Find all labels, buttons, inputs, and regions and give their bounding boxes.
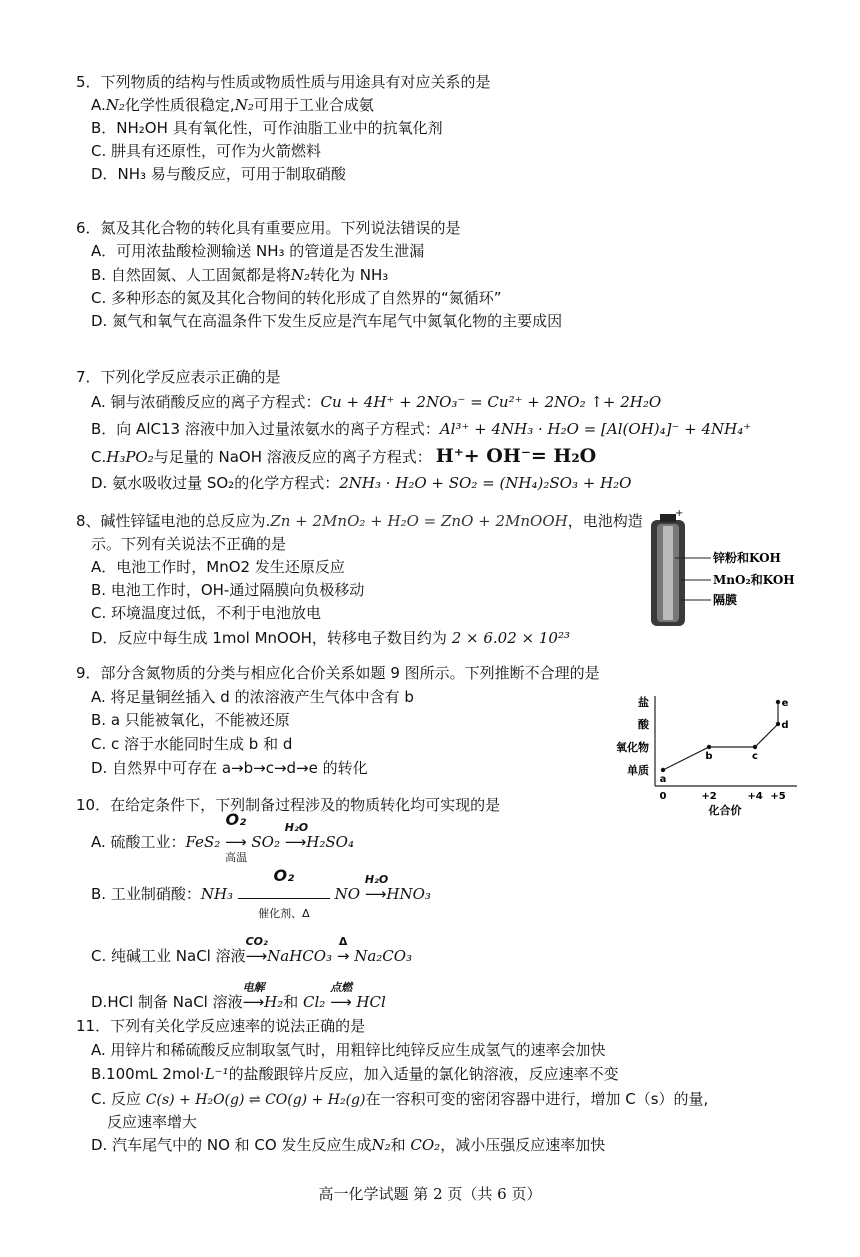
chart-point-b [707, 745, 711, 749]
q9-option-a: A. 将足量铜丝插入 d 的浓溶液产生气体中含有 b [91, 688, 414, 706]
chart-point-a [661, 768, 665, 772]
chart-x-axis-title: 化合价 [708, 804, 742, 817]
q10-option-c: C. 纯碱工业 NaCl 溶液 CO₂ ⟶NaHCO₃ Δ → Na₂CO₃ [91, 935, 413, 965]
q5-option-a: A.N₂化学性质很稳定,N₂可用于工业合成氨 [91, 96, 374, 114]
chart-x-tick: +2 [701, 791, 717, 802]
chart-x-tick: 0 [659, 791, 667, 802]
q6-option-a: A．可用浓盐酸检测输送 NH₃ 的管道是否发生泄漏 [91, 242, 425, 260]
q9-option-d: D. 自然界中可存在 a→b→c→d→e 的转化 [91, 759, 368, 777]
battery-zinc-core [663, 526, 673, 620]
q10d-arrow-2: 点燃 ⟶ [330, 981, 353, 1011]
chart-point-c [753, 745, 757, 749]
q10a-arrow-2: H₂O ⟶ [284, 821, 309, 851]
q7-option-a: A. 铜与浓硝酸反应的离子方程式：Cu + 4H⁺ + 2NO₃⁻ = Cu²⁺ + 2NO₂ ↑+ 2H₂O [91, 393, 662, 411]
chart-series-line [663, 702, 778, 770]
page-footer: 高一化学试题 第 2 页（共 6 页） [318, 1185, 542, 1203]
q8-option-a: A．电池工作时，MnO2 发生还原反应 [91, 558, 345, 576]
q5-option-b: B．NH₂OH 具有氧化性，可作油脂工业中的抗氧化剂 [91, 119, 443, 137]
q8-stem: 8、碱性锌锰电池的总反应为.Zn + 2MnO₂ + H₂O = ZnO + 2MnOOH，电池构造 [76, 512, 643, 530]
q5-option-d: D．NH₃ 易与酸反应，可用于制取硝酸 [91, 165, 346, 183]
battery-label-separator: 隔膜 [713, 593, 738, 607]
q11-option-c-cont: 反应速率增大 [107, 1113, 198, 1131]
chart-point-label-b: b [705, 751, 713, 762]
battery-cap [660, 514, 676, 522]
chart-y-label: 盐 [638, 696, 649, 709]
q11-option-d: D. 汽车尾气中的 NO 和 CO 发生反应生成N₂和 CO₂，减小压强反应速率加快 [91, 1136, 606, 1154]
chart-y-label: 酸 [638, 718, 649, 731]
q10c-arrow-1: CO₂ ⟶ [245, 935, 268, 965]
q8-option-d: D．反应中每生成 1mol MnOOH，转移电子数目约为 2 × 6.02 × 10²³ [91, 629, 570, 647]
battery-diagram [645, 510, 855, 630]
q6-option-b: B. 自然固氮、人工固氮都是将N₂转化为 NH₃ [91, 266, 389, 284]
q11-stem: 11．下列有关化学反应速率的说法正确的是 [76, 1017, 366, 1035]
q6-option-c: C. 多种形态的氮及其化合物间的转化形成了自然界的“氮循环” [91, 289, 502, 307]
q7-stem: 7．下列化学反应表示正确的是 [76, 368, 281, 386]
q6-stem: 6．氮及其化合物的转化具有重要应用。下列说法错误的是 [76, 219, 461, 237]
chart-point-label-c: c [752, 751, 758, 762]
q8-option-b: B. 电池工作时，OH-通过隔膜向负极移动 [91, 581, 365, 599]
chart-point-label-a: a [659, 774, 667, 785]
q5-stem: 5．下列物质的结构与性质或物质性质与用途具有对应关系的是 [76, 73, 491, 91]
q7-option-b: B．向 AlC13 溶液中加入过量浓氨水的离子方程式：Al³⁺ + 4NH₃ · H₂O = [Al(OH)₄]⁻ + 4NH₄⁺ [91, 420, 752, 438]
q10-option-b: B. 工业制硝酸：NH₃ O₂ 催化剂、Δ NO H₂O ⟶HNO₃ [91, 866, 431, 920]
battery-label-mno2: MnO₂和KOH [713, 573, 795, 587]
q7-option-c: C.H₃PO₂与足量的 NaOH 溶液反应的离子方程式： H⁺+ OH⁻= H₂O [91, 445, 597, 467]
q10-option-d: D.HCl 制备 NaCl 溶液 电解 ⟶H₂和 Cl₂ 点燃 ⟶ HCl [91, 981, 386, 1011]
chart-point-e [776, 700, 780, 704]
chart-point-label-d: d [781, 720, 789, 731]
valence-chart [585, 690, 805, 820]
battery-plus-label: + [675, 510, 684, 519]
chart-x-tick: +4 [747, 791, 763, 802]
q11-option-a: A. 用锌片和稀硫酸反应制取氢气时，用粗锌比纯锌反应生成氢气的速率会加快 [91, 1041, 606, 1059]
chart-y-label: 氧化物 [616, 741, 649, 754]
chart-point-d [776, 722, 780, 726]
q9-option-c: C. c 溶于水能同时生成 b 和 d [91, 735, 293, 753]
q11-option-c: C. 反应 C(s) + H₂O(g) ⇌ CO(g) + H₂(g)在一容积可变的密闭容器中进行，增加 C（s）的量, [91, 1090, 709, 1108]
q9-stem: 9．部分含氮物质的分类与相应化合价关系如题 9 图所示。下列推断不合理的是 [76, 664, 600, 682]
q10c-arrow-2: Δ → [336, 935, 350, 965]
q9-option-b: B. a 只能被氧化，不能被还原 [91, 711, 290, 729]
q5-option-c: C. 肼具有还原性，可作为火箭燃料 [91, 142, 322, 160]
q10-stem: 10．在给定条件下，下列制备过程涉及的物质转化均可实现的是 [76, 796, 501, 814]
chart-y-label: 单质 [627, 764, 649, 777]
chart-x-tick: +5 [770, 791, 786, 802]
q6-option-d: D. 氮气和氧气在高温条件下发生反应是汽车尾气中氮氧化物的主要成因 [91, 312, 563, 330]
q10b-arrow-2: H₂O ⟶ [364, 873, 389, 903]
chart-point-label-e: e [781, 698, 789, 709]
battery-label-zinc: 锌粉和KOH [713, 551, 781, 565]
q10-option-a: A. 硫酸工业：FeS₂ O₂ ⟶ 高温 SO₂ H₂O ⟶H₂SO₄ [91, 810, 354, 864]
q10b-arrow-1: O₂ 催化剂、Δ [238, 888, 330, 899]
q8-stem-2: 示。下列有关说法不正确的是 [91, 535, 287, 553]
q10a-arrow-1: O₂ ⟶ 高温 [225, 810, 248, 864]
q10d-arrow-1: 电解 ⟶ [242, 981, 265, 1011]
q11-option-b: B.100mL 2mol·L⁻¹的盐酸跟锌片反应，加入适量的氯化钠溶液，反应速率不变 [91, 1065, 619, 1083]
q7-option-d: D. 氨水吸收过量 SO₂的化学方程式：2NH₃ · H₂O + SO₂ = (NH₄)₂SO₃ + H₂O [91, 474, 632, 492]
q8-option-c: C. 环境温度过低，不利于电池放电 [91, 604, 322, 622]
